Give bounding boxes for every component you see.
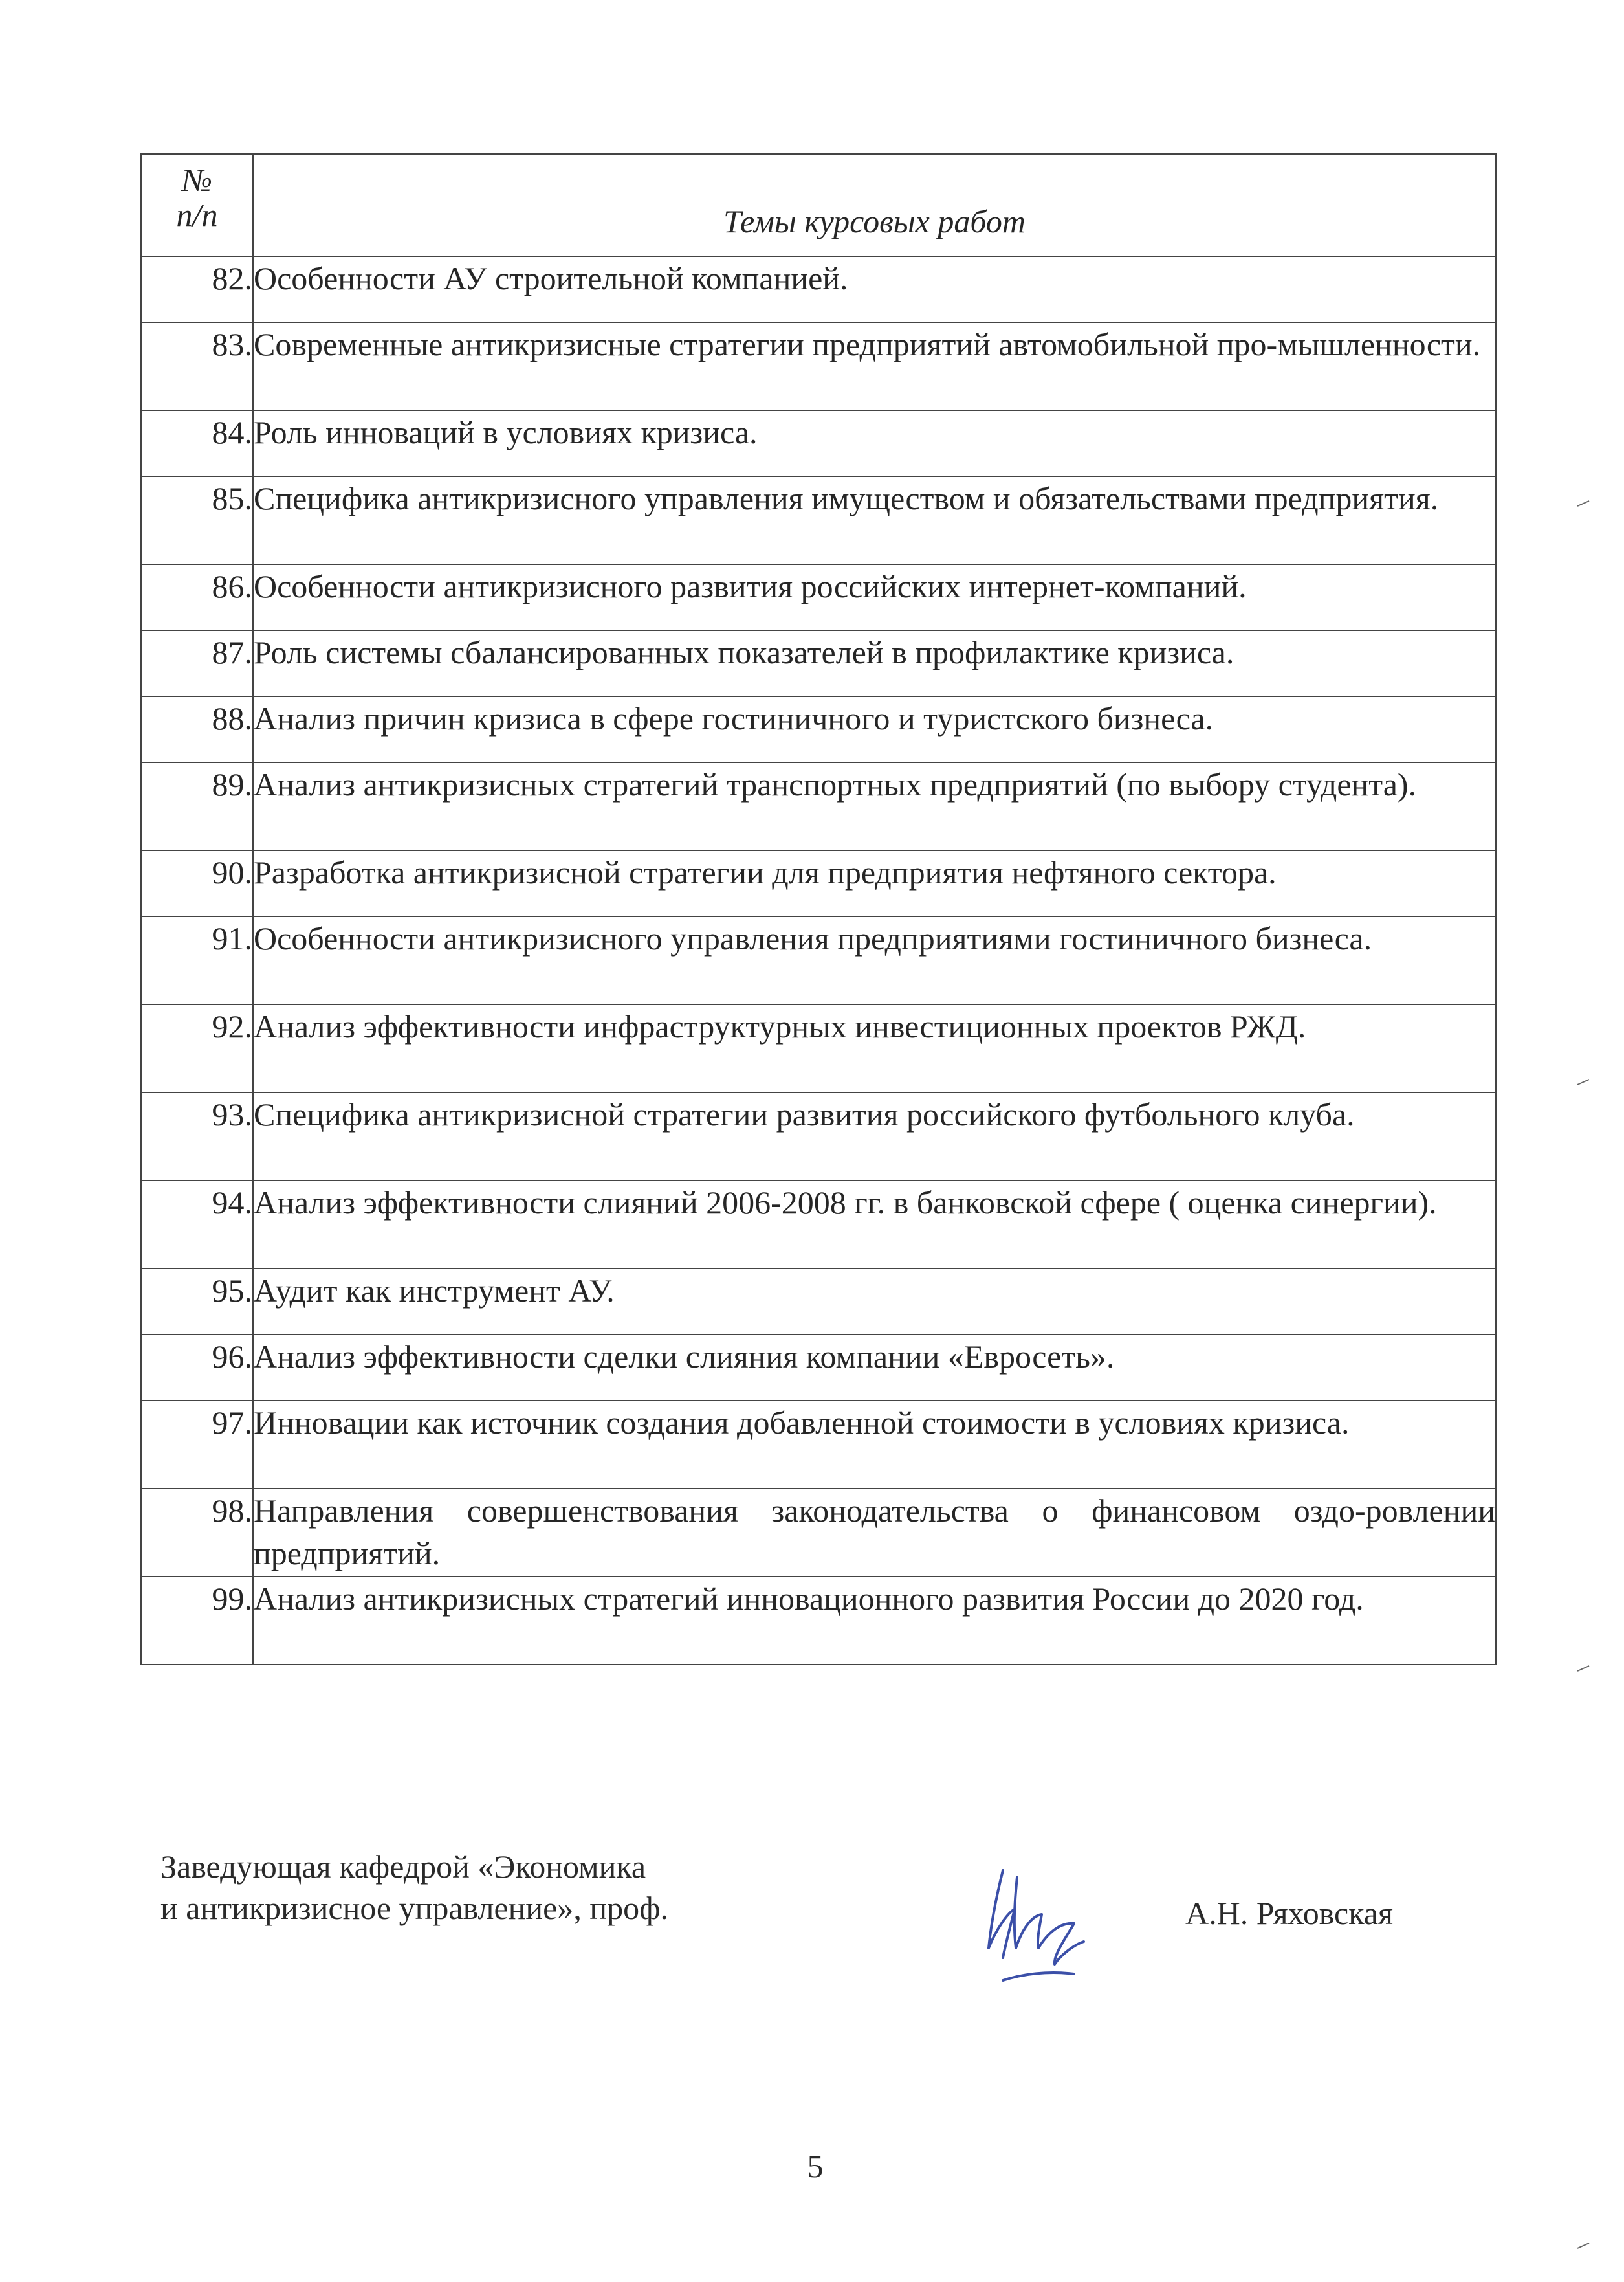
row-topic: Роль инноваций в условиях кризиса. bbox=[253, 410, 1496, 476]
header-topic-cell bbox=[253, 154, 1496, 256]
table-row bbox=[141, 1268, 1496, 1335]
row-topic: Анализ эффективности сделки слияния компании «Евросеть». bbox=[253, 1335, 1496, 1401]
page-number: 5 bbox=[807, 2148, 824, 2184]
table-row bbox=[141, 1180, 1496, 1268]
table-row bbox=[141, 1577, 1496, 1665]
row-topic: Роль системы сбалансированных показателей в профилактике кризиса. bbox=[253, 630, 1496, 696]
row-topic: Разработка антикризисной стратегии для предприятия нефтяного сектора. bbox=[253, 850, 1496, 916]
header-topic-label: Темы курсовых работ bbox=[723, 203, 1026, 239]
table-row bbox=[141, 1401, 1496, 1489]
row-number: 98. bbox=[141, 1489, 253, 1577]
table-row bbox=[141, 410, 1496, 476]
table-row bbox=[141, 1004, 1496, 1092]
row-topic: Инновации как источник создания добавленной стоимости в условиях кризиса. bbox=[253, 1401, 1496, 1489]
table-row bbox=[141, 322, 1496, 410]
row-number: 82. bbox=[141, 256, 253, 322]
row-number: 93. bbox=[141, 1092, 253, 1180]
table-row bbox=[141, 762, 1496, 850]
row-topic: Особенности АУ строительной компанией. bbox=[253, 256, 1496, 322]
table-row bbox=[141, 850, 1496, 916]
table-row bbox=[141, 916, 1496, 1004]
row-topic: Специфика антикризисного управления имуществом и обязательствами предприятия. bbox=[253, 476, 1496, 564]
row-topic: Анализ причин кризиса в сфере гостиничного и туристского бизнеса. bbox=[253, 696, 1496, 762]
table-row bbox=[141, 476, 1496, 564]
row-topic: Современные антикризисные стратегии предприятий автомобильной про-мышленности. bbox=[253, 322, 1496, 410]
signer-position-line2: и антикризисное управление», проф. bbox=[160, 1890, 669, 1926]
header-number-cell bbox=[141, 154, 253, 256]
row-number: 91. bbox=[141, 916, 253, 1004]
row-number: 92. bbox=[141, 1004, 253, 1092]
handwritten-signature-icon bbox=[977, 1851, 1087, 1993]
table-header-row bbox=[141, 154, 1496, 256]
table-row bbox=[141, 696, 1496, 762]
row-number: 84. bbox=[141, 410, 253, 476]
table-row bbox=[141, 256, 1496, 322]
margin-tick-mark-icon bbox=[1576, 500, 1590, 507]
row-topic: Направления совершенствования законодательства о финансовом оздо-ровлении предприятий. bbox=[253, 1489, 1496, 1577]
row-number: 97. bbox=[141, 1401, 253, 1489]
row-topic: Анализ эффективности слияний 2006-2008 гг. в банковской сфере ( оценка синергии). bbox=[253, 1180, 1496, 1268]
table-row bbox=[141, 1092, 1496, 1180]
row-number: 99. bbox=[141, 1577, 253, 1665]
header-number-abbrev: п/п bbox=[176, 197, 218, 233]
margin-tick-mark-icon bbox=[1576, 1665, 1590, 1672]
row-number: 95. bbox=[141, 1268, 253, 1335]
row-number: 85. bbox=[141, 476, 253, 564]
row-topic: Анализ эффективности инфраструктурных инвестиционных проектов РЖД. bbox=[253, 1004, 1496, 1092]
row-number: 96. bbox=[141, 1335, 253, 1401]
row-topic: Анализ антикризисных стратегий инновационного развития России до 2020 год. bbox=[253, 1577, 1496, 1665]
row-number: 86. bbox=[141, 564, 253, 630]
row-number: 94. bbox=[141, 1180, 253, 1268]
row-topic: Особенности антикризисного управления предприятиями гостиничного бизнеса. bbox=[253, 916, 1496, 1004]
row-topic: Аудит как инструмент АУ. bbox=[253, 1268, 1496, 1335]
row-topic: Специфика антикризисной стратегии развития российского футбольного клуба. bbox=[253, 1092, 1496, 1180]
table-row bbox=[141, 630, 1496, 696]
row-topic: Анализ антикризисных стратегий транспортных предприятий (по выбору студента). bbox=[253, 762, 1496, 850]
row-topic: Особенности антикризисного развития российских интернет-компаний. bbox=[253, 564, 1496, 630]
row-number: 88. bbox=[141, 696, 253, 762]
row-number: 90. bbox=[141, 850, 253, 916]
signer-position-line1: Заведующая кафедрой «Экономика bbox=[160, 1848, 646, 1885]
row-number: 83. bbox=[141, 322, 253, 410]
margin-tick-mark-icon bbox=[1576, 2242, 1590, 2250]
course-topics-table bbox=[140, 153, 1497, 1665]
margin-tick-mark-icon bbox=[1576, 1078, 1590, 1086]
table-row bbox=[141, 1335, 1496, 1401]
table-row bbox=[141, 564, 1496, 630]
table-row bbox=[141, 1489, 1496, 1577]
signature-block bbox=[160, 1846, 668, 1929]
signer-name: А.Н. Ряховская bbox=[1185, 1895, 1393, 1931]
row-number: 87. bbox=[141, 630, 253, 696]
header-number-symbol: № bbox=[181, 162, 213, 198]
row-number: 89. bbox=[141, 762, 253, 850]
